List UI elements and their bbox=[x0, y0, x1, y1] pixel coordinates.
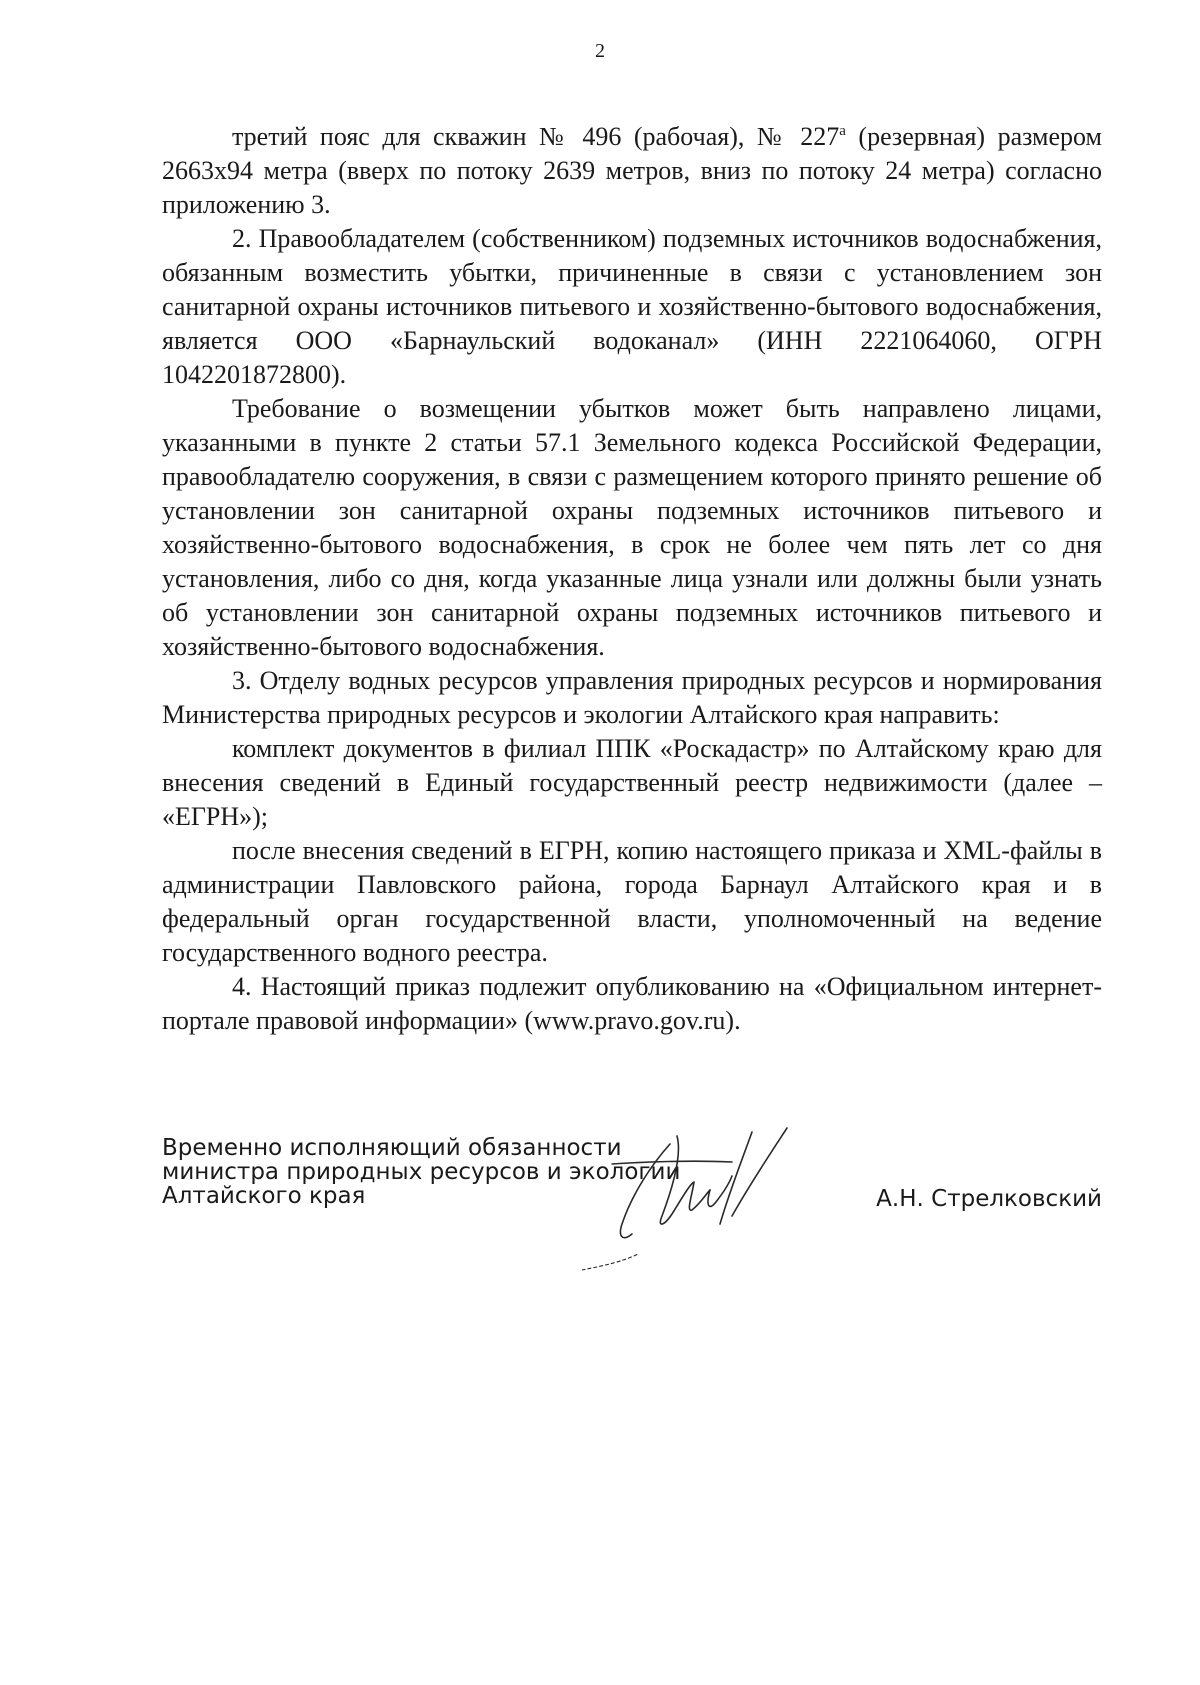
paragraph-compensation-claim: Требование о возмещении убытков может быть направлено лицами, указанными в пункте 2 статьи 57.1 Земельного кодекса Российской Федерации, правообладателю сооружения, в связи с размещением которого принято решение об установлении зон санитарной охраны подземных источников питьевого и хозяйственно-бытового водоснабжения, в срок не более чем пять лет со дня установления, либо со дня, когда указанные лица узнали или должны были узнать об установлении зон санитарной охраны подземных источников питьевого и хозяйственно-бытового водоснабжения. bbox=[162, 394, 1102, 661]
paragraph-third-belt-text-b: (резервная) размером 2663х94 метра (вверх по потоку 2639 метров, вниз по потоку 24 метра) согласно приложению 3. bbox=[162, 122, 1102, 219]
paragraph-3-water-department: 3. Отделу водных ресурсов управления природных ресурсов и нормирования Министерства природных ресурсов и экологии Алтайского края направить: bbox=[162, 666, 1102, 729]
superscript-a: а bbox=[839, 123, 846, 139]
signature-strokes bbox=[582, 1128, 787, 1270]
document-body bbox=[162, 120, 1102, 1038]
paragraph-after-egrn: после внесения сведений в ЕГРН, копию настоящего приказа и XML-файлы в администрации Павловского района, города Барнаул Алтайского края и в федеральный орган государственной власти, уполномоченный на ведение государственного водного реестра. bbox=[162, 836, 1102, 967]
paragraph-2-right-holder: 2. Правообладателем (собственником) подземных источников водоснабжения, обязанным возместить убытки, причиненные в связи с установлением зон санитарной охраны источников питьевого и хозяйственно-бытового водоснабжения, является ООО «Барнаульский водоканал» (ИНН 2221064060, ОГРН 1042201872800). bbox=[162, 224, 1102, 389]
paragraph-documents-package: комплект документов в филиал ППК «Роскадастр» по Алтайскому краю для внесения сведений в Единый государственный реестр недвижимости (далее – «ЕГРН»); bbox=[162, 734, 1102, 831]
signatory-position-line-3: Алтайского края bbox=[162, 1183, 366, 1209]
signature-block bbox=[162, 1136, 1102, 1266]
signatory-name: А.Н. Стрелковский bbox=[876, 1186, 1102, 1212]
page-number: 2 bbox=[595, 40, 605, 62]
paragraph-third-belt-text-a: третий пояс для скважин № 496 (рабочая), № 227 bbox=[232, 122, 840, 151]
handwritten-signature bbox=[582, 1124, 812, 1274]
paragraph-third-belt bbox=[162, 120, 1102, 222]
signatory-position-line-2: министра природных ресурсов и экологии bbox=[162, 1159, 681, 1185]
paragraph-4-publication: 4. Настоящий приказ подлежит опубликованию на «Официальном интернет-портале правовой информации» (www.pravo.gov.ru). bbox=[162, 972, 1102, 1035]
signatory-position-line-1: Временно исполняющий обязанности bbox=[162, 1135, 622, 1161]
